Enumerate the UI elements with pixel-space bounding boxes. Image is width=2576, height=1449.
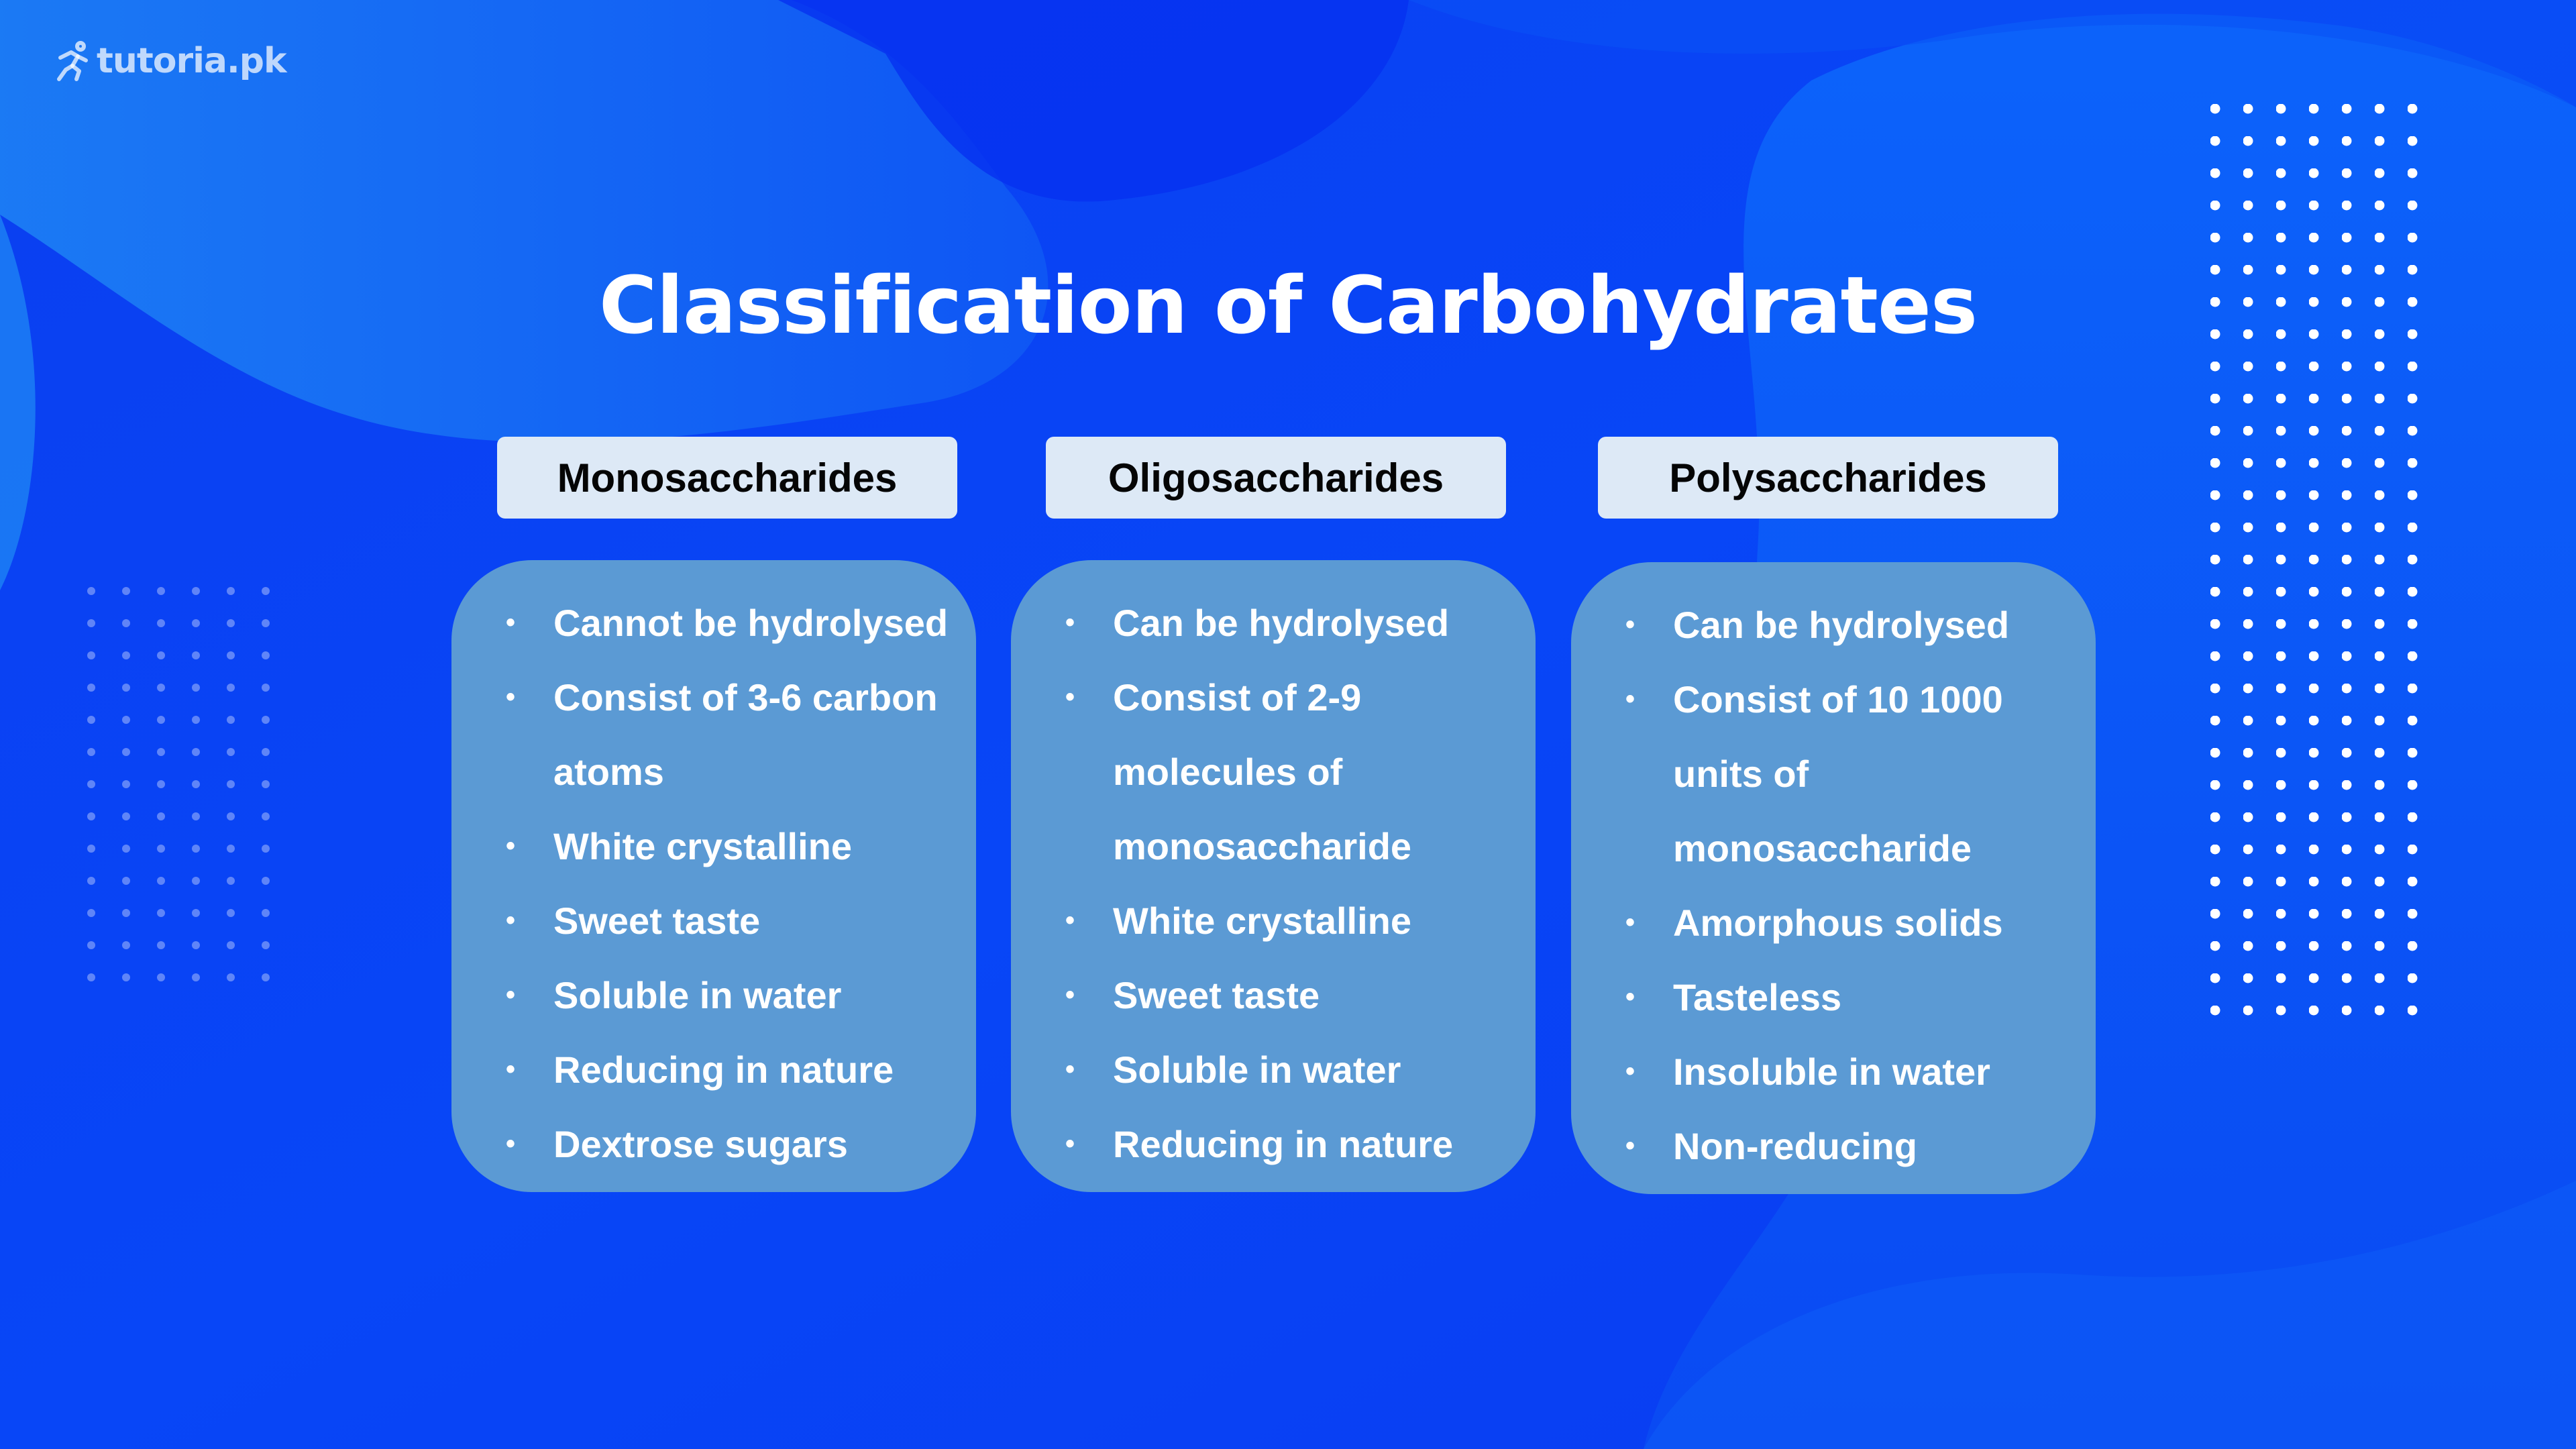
list-item — [451, 660, 976, 809]
bullet-icon: • — [1625, 684, 1635, 714]
list-item-text: Sweet taste — [553, 900, 761, 942]
bullet-icon: • — [1625, 1057, 1635, 1086]
list-item-text: Can be hydrolysed — [1113, 602, 1450, 644]
card-monosaccharides — [451, 560, 976, 1192]
bullet-icon: • — [1065, 1055, 1075, 1084]
brand-logo-text: tutoria.pk — [97, 41, 286, 81]
bullet-icon: • — [505, 682, 515, 712]
list-item-text: White crystalline — [553, 825, 853, 867]
list-item-text: units of — [1673, 753, 1809, 795]
list-item — [1571, 1034, 2096, 1109]
list-item-text: Dextrose sugars — [553, 1123, 848, 1165]
list-item-text: monosaccharide — [1673, 827, 1972, 869]
list-item — [1571, 960, 2096, 1034]
list-item-text: Insoluble in water — [1673, 1051, 1990, 1093]
list-item — [451, 1032, 976, 1107]
bullet-icon: • — [505, 1055, 515, 1084]
list-item-text: Soluble in water — [1113, 1049, 1401, 1091]
list-item-text: molecules of — [1113, 751, 1343, 793]
list-item — [1571, 662, 2096, 885]
list-item-text: Consist of 10 1000 — [1673, 678, 2003, 720]
list-item-text: Consist of 2-9 — [1113, 676, 1362, 718]
list-item-text: Reducing in nature — [1113, 1123, 1454, 1165]
decorative-dots-left — [87, 587, 297, 985]
column-header-monosaccharides: Monosaccharides — [497, 437, 957, 519]
bullet-icon: • — [1065, 1129, 1075, 1159]
card-polysaccharides — [1571, 562, 2096, 1194]
bullet-icon: • — [1065, 906, 1075, 935]
bullet-icon: • — [1625, 908, 1635, 937]
list-item — [451, 958, 976, 1032]
bullet-icon: • — [1065, 980, 1075, 1010]
column-header-polysaccharides: Polysaccharides — [1598, 437, 2058, 519]
list-item-text: Cannot be hydrolysed — [553, 602, 949, 644]
card-oligosaccharides — [1011, 560, 1536, 1192]
list-item-text: Consist of 3-6 carbon — [553, 676, 938, 718]
bullet-icon: • — [1625, 982, 1635, 1012]
list-item-text: atoms — [553, 751, 664, 793]
bullet-icon: • — [1625, 610, 1635, 639]
bullet-icon: • — [505, 906, 515, 935]
property-list — [1011, 586, 1536, 1181]
list-item-text: Non-reducing — [1673, 1125, 1917, 1167]
list-item — [451, 809, 976, 883]
list-item — [451, 586, 976, 660]
list-item — [1011, 660, 1536, 883]
list-item — [1011, 1107, 1536, 1181]
list-item — [1011, 1032, 1536, 1107]
bullet-icon: • — [505, 831, 515, 861]
list-item — [451, 883, 976, 958]
decorative-dots-right — [2210, 104, 2440, 1016]
list-item-text: Can be hydrolysed — [1673, 604, 2010, 646]
list-item-text: Amorphous solids — [1673, 902, 2003, 944]
property-list — [1571, 588, 2096, 1183]
bullet-icon: • — [1065, 608, 1075, 637]
list-item-text: Soluble in water — [553, 974, 842, 1016]
bullet-icon: • — [1065, 682, 1075, 712]
list-item — [1011, 883, 1536, 958]
bullet-icon: • — [505, 1129, 515, 1159]
list-item-text: Sweet taste — [1113, 974, 1320, 1016]
list-item — [1571, 588, 2096, 662]
list-item-text: monosaccharide — [1113, 825, 1412, 867]
list-item-text: Tasteless — [1673, 976, 1842, 1018]
list-item — [1011, 586, 1536, 660]
list-item-text: Reducing in nature — [553, 1049, 894, 1091]
column-header-oligosaccharides: Oligosaccharides — [1046, 437, 1506, 519]
bullet-icon: • — [1625, 1131, 1635, 1161]
bullet-icon: • — [505, 608, 515, 637]
slide-title: Classification of Carbohydrates — [598, 259, 1978, 352]
list-item — [1011, 958, 1536, 1032]
property-list — [451, 586, 976, 1181]
brand-logo[interactable] — [55, 38, 286, 85]
list-item — [451, 1107, 976, 1181]
bullet-icon: • — [505, 980, 515, 1010]
list-item — [1571, 1109, 2096, 1183]
list-item — [1571, 885, 2096, 960]
list-item-text: White crystalline — [1113, 900, 1412, 942]
runner-figure-icon — [55, 40, 93, 82]
